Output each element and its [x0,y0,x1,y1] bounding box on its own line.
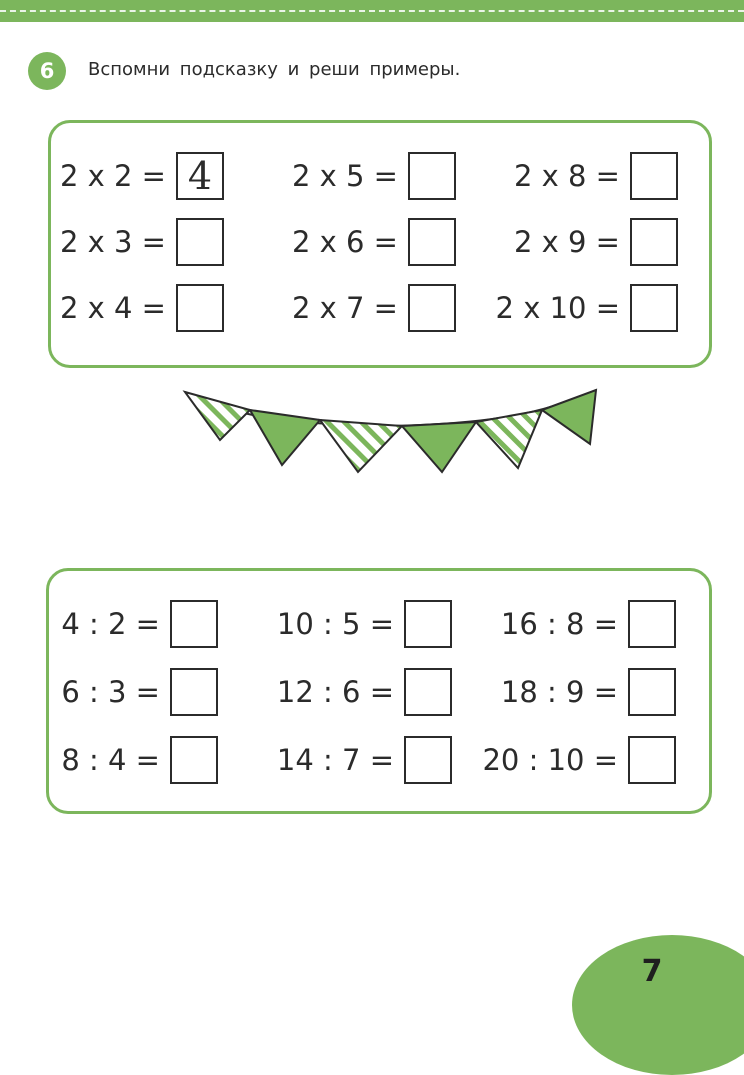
answer-box[interactable] [628,736,676,784]
exercise-row [496,284,678,332]
answer-box[interactable] [170,736,218,784]
exercise-expression: 2 x 10 = [495,291,620,325]
exercise-expression: 8 : 4 = [61,743,160,777]
page-number: 7 [641,954,663,989]
exercise-expression: 18 : 9 = [500,675,618,709]
top-decorative-band [0,0,744,22]
answer-box[interactable] [628,600,676,648]
exercise-row [277,736,452,784]
exercise-expression: 20 : 10 = [482,743,618,777]
answer-box[interactable] [404,600,452,648]
exercise-expression: 2 x 4 = [59,291,166,325]
exercise-row [292,152,456,200]
exercise-row [292,218,456,266]
exercise-row [277,668,452,716]
flag-solid [250,410,320,465]
exercise-expression: 10 : 5 = [276,607,394,641]
task-number-badge: 6 [28,52,66,90]
answer-box[interactable] [630,284,678,332]
task-instruction: Вспомни подсказку и реши примеры. [88,59,461,80]
answer-box[interactable]: 4 [176,152,224,200]
answer-box[interactable] [408,152,456,200]
exercise-row [60,284,224,332]
exercise-row [501,668,676,716]
exercise-row [277,600,452,648]
exercise-row [61,736,218,784]
exercise-expression: 6 : 3 = [61,675,160,709]
exercise-expression: 14 : 7 = [276,743,394,777]
answer-box[interactable] [630,218,678,266]
answer-box[interactable] [630,152,678,200]
exercise-row [61,600,218,648]
exercise-row [514,218,678,266]
exercise-expression: 2 x 2 = [59,159,166,193]
exercise-expression: 2 x 9 = [513,225,620,259]
flag-solid [402,422,476,472]
answer-box[interactable] [170,668,218,716]
answer-box[interactable] [404,668,452,716]
flag-striped [476,410,542,468]
answer-box[interactable] [404,736,452,784]
bunting-garland [180,380,600,475]
answer-box[interactable] [176,284,224,332]
exercise-row [60,218,224,266]
exercise-expression: 2 x 6 = [291,225,398,259]
exercise-row [501,600,676,648]
exercise-row [60,152,224,200]
answer-box[interactable] [170,600,218,648]
flag-striped [320,420,402,472]
answer-box[interactable] [408,218,456,266]
exercise-expression: 2 x 8 = [513,159,620,193]
exercise-row [292,284,456,332]
flag-striped [185,392,250,440]
exercise-expression: 16 : 8 = [500,607,618,641]
exercise-expression: 12 : 6 = [276,675,394,709]
exercise-expression: 4 : 2 = [61,607,160,641]
exercise-row [61,668,218,716]
exercise-row [482,736,676,784]
answer-box[interactable] [628,668,676,716]
exercise-expression: 2 x 5 = [291,159,398,193]
flag-solid [542,390,596,444]
exercise-expression: 2 x 7 = [291,291,398,325]
answer-box[interactable] [408,284,456,332]
exercise-row [514,152,678,200]
answer-box[interactable] [176,218,224,266]
exercise-expression: 2 x 3 = [59,225,166,259]
